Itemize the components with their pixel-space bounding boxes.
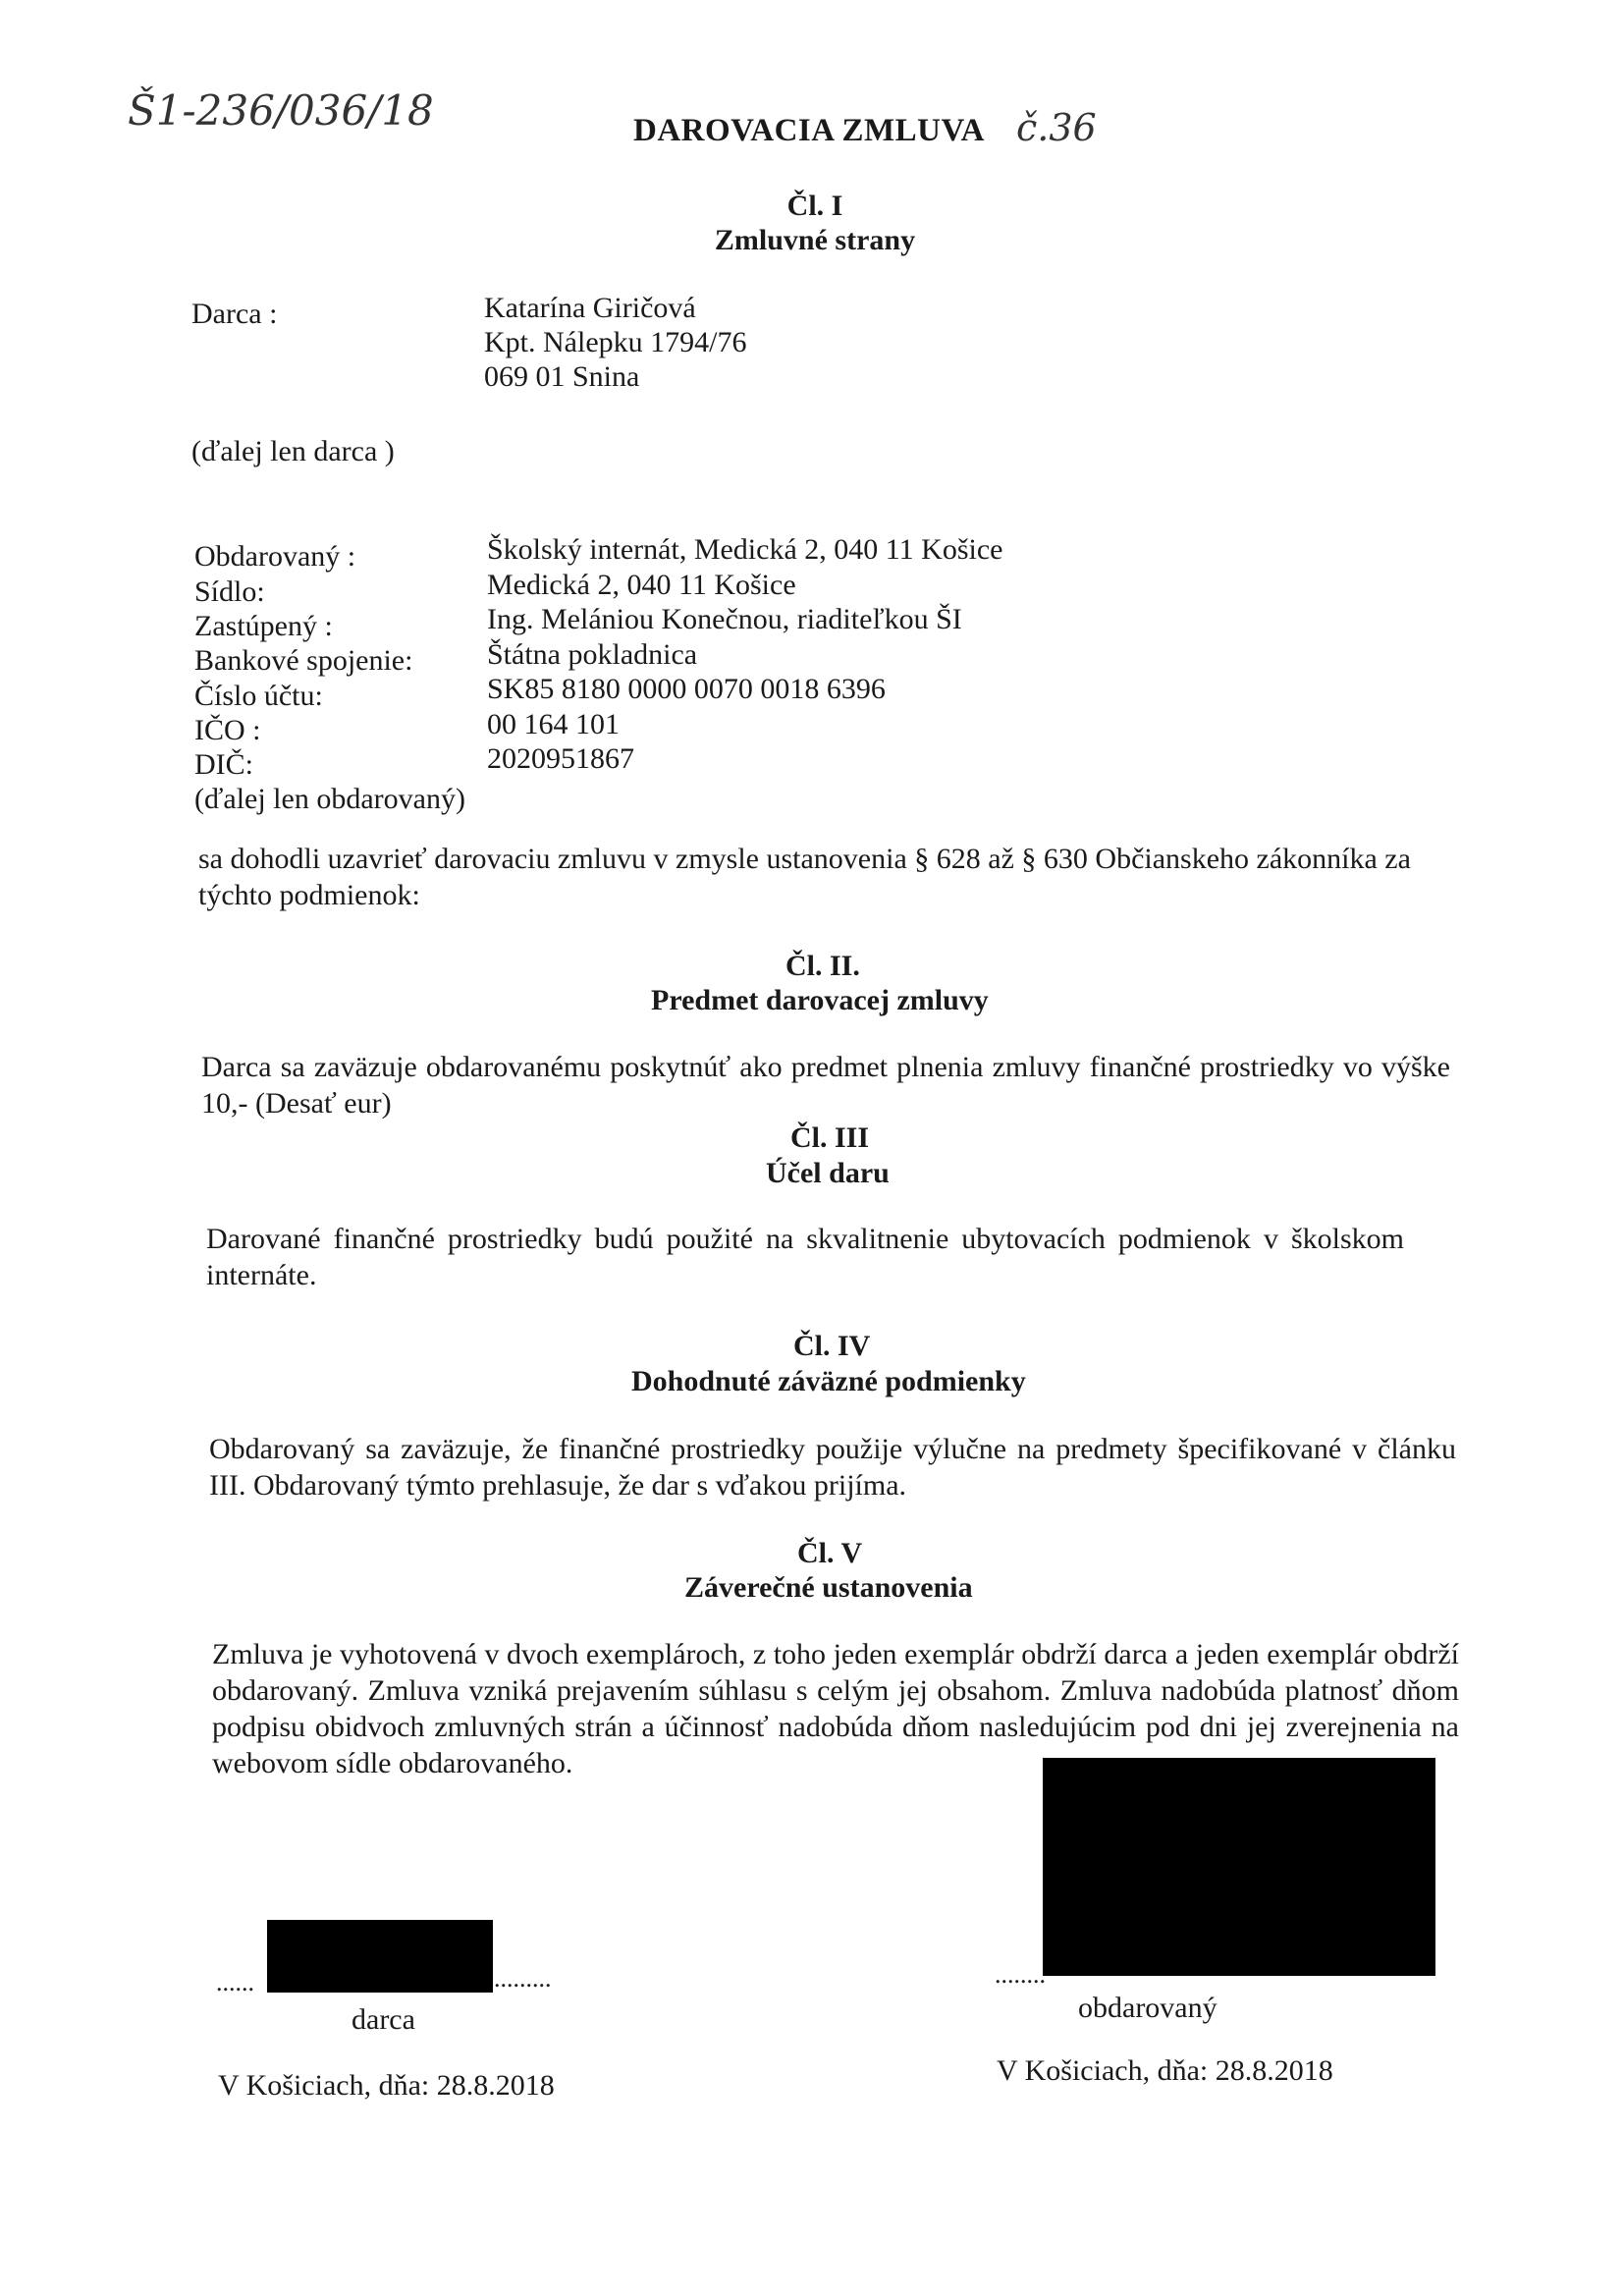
recipient-signature-label: obdarovaný [1078,1992,1217,2024]
bank-value: Štátna pokladnica [487,638,698,671]
agreement-intro: sa dohodli uzavrieť darovaciu zmluvu v zmysle ustanovenia § 628 až § 630 Občianskeho zákonníka za týchto podmienok: [198,843,1411,911]
recipient-signature-redaction [1043,1758,1435,1976]
donor-signature-redaction [267,1920,493,1993]
article-2-heading: Predmet darovacej zmluvy [651,984,989,1016]
article-3-text: Darované finančné prostriedky budú použité na skvalitnenie ubytovacích podmienok v školskom internáte. [206,1223,1404,1291]
account-value: SK85 8180 0000 0070 0018 6396 [487,673,886,705]
recipient-alias: (ďalej len obdarovaný) [194,783,465,815]
donor-place-date: V Košiciach, dňa: 28.8.2018 [218,2069,555,2102]
article-1-number: Čl. I [786,190,843,222]
article-2-number: Čl. II. [785,950,860,982]
donor-alias: (ďalej len darca ) [191,435,395,467]
article-4-text: Obdarovaný sa zaväzuje, že finančné prostriedky použije výlučne na predmety špecifikované v článku III. Obdarovaný týmto prehlasuje, že dar s vďakou prijíma. [209,1433,1456,1502]
bank-label: Bankové spojenie: [194,644,413,677]
article-5-heading: Záverečné ustanovenia [684,1571,973,1604]
article-4-heading: Dohodnuté záväzné podmienky [631,1365,1026,1397]
donor-street: Kpt. Nálepku 1794/76 [484,326,747,358]
dic-label: DIČ: [194,748,253,781]
donor-label: Darca : [191,298,278,330]
recipient-value: Školský internát, Medická 2, 040 11 Košice [487,533,1003,566]
article-4-number: Čl. IV [793,1330,871,1362]
article-2-text: Darca sa zaväzuje obdarovanému poskytnúť ako predmet plnenia zmluvy finančné prostriedky vo výške 10,- (Desať eur) [201,1051,1450,1120]
contract-number: č.36 [1016,106,1097,149]
dic-value: 2020951867 [487,742,634,775]
represented-value: Ing. Melániou Konečnou, riaditeľkou ŠI [487,603,962,635]
article-5-text: Zmluva je vyhotovená v dvoch exemplároch, z toho jeden exemplár obdrží darca a jeden exemplár obdrží obdarovaný. Zmluva vzniká prejavením súhlasu s celým jej obsahom. Zmluva nadobúda platnosť dňom podpisu obidvoch zmluvných strán a účinnosť nadobúda dňom nasledujúcim pod dni jej zverejnenia na webovom sídle obdarovaného. [212,1638,1459,1779]
donor-city: 069 01 Snina [484,360,640,393]
article-5-number: Čl. V [797,1537,863,1569]
article-3-number: Čl. III [790,1121,870,1154]
article-3-heading: Účel daru [766,1157,890,1189]
donor-signature-label: darca [352,2003,415,2036]
seat-value: Medická 2, 040 11 Košice [487,569,796,601]
ico-label: IČO : [194,714,261,746]
represented-label: Zastúpený : [194,610,333,642]
reference-number: Š1-236/036/18 [128,86,434,135]
account-label: Číslo účtu: [194,680,323,712]
recipient-place-date: V Košiciach, dňa: 28.8.2018 [997,2054,1333,2087]
recipient-signature-line: ........ [995,1960,1046,1989]
donor-name: Katarína Giričová [484,292,696,324]
donor-signature-line-left: ...... [216,1968,254,1996]
document-title: DAROVACIA ZMLUVA [633,113,985,148]
seat-label: Sídlo: [194,575,265,608]
recipient-label: Obdarovaný : [194,540,356,573]
article-1-heading: Zmluvné strany [714,224,916,256]
ico-value: 00 164 101 [487,708,620,740]
donor-signature-line-right: ......... [494,1964,552,1993]
